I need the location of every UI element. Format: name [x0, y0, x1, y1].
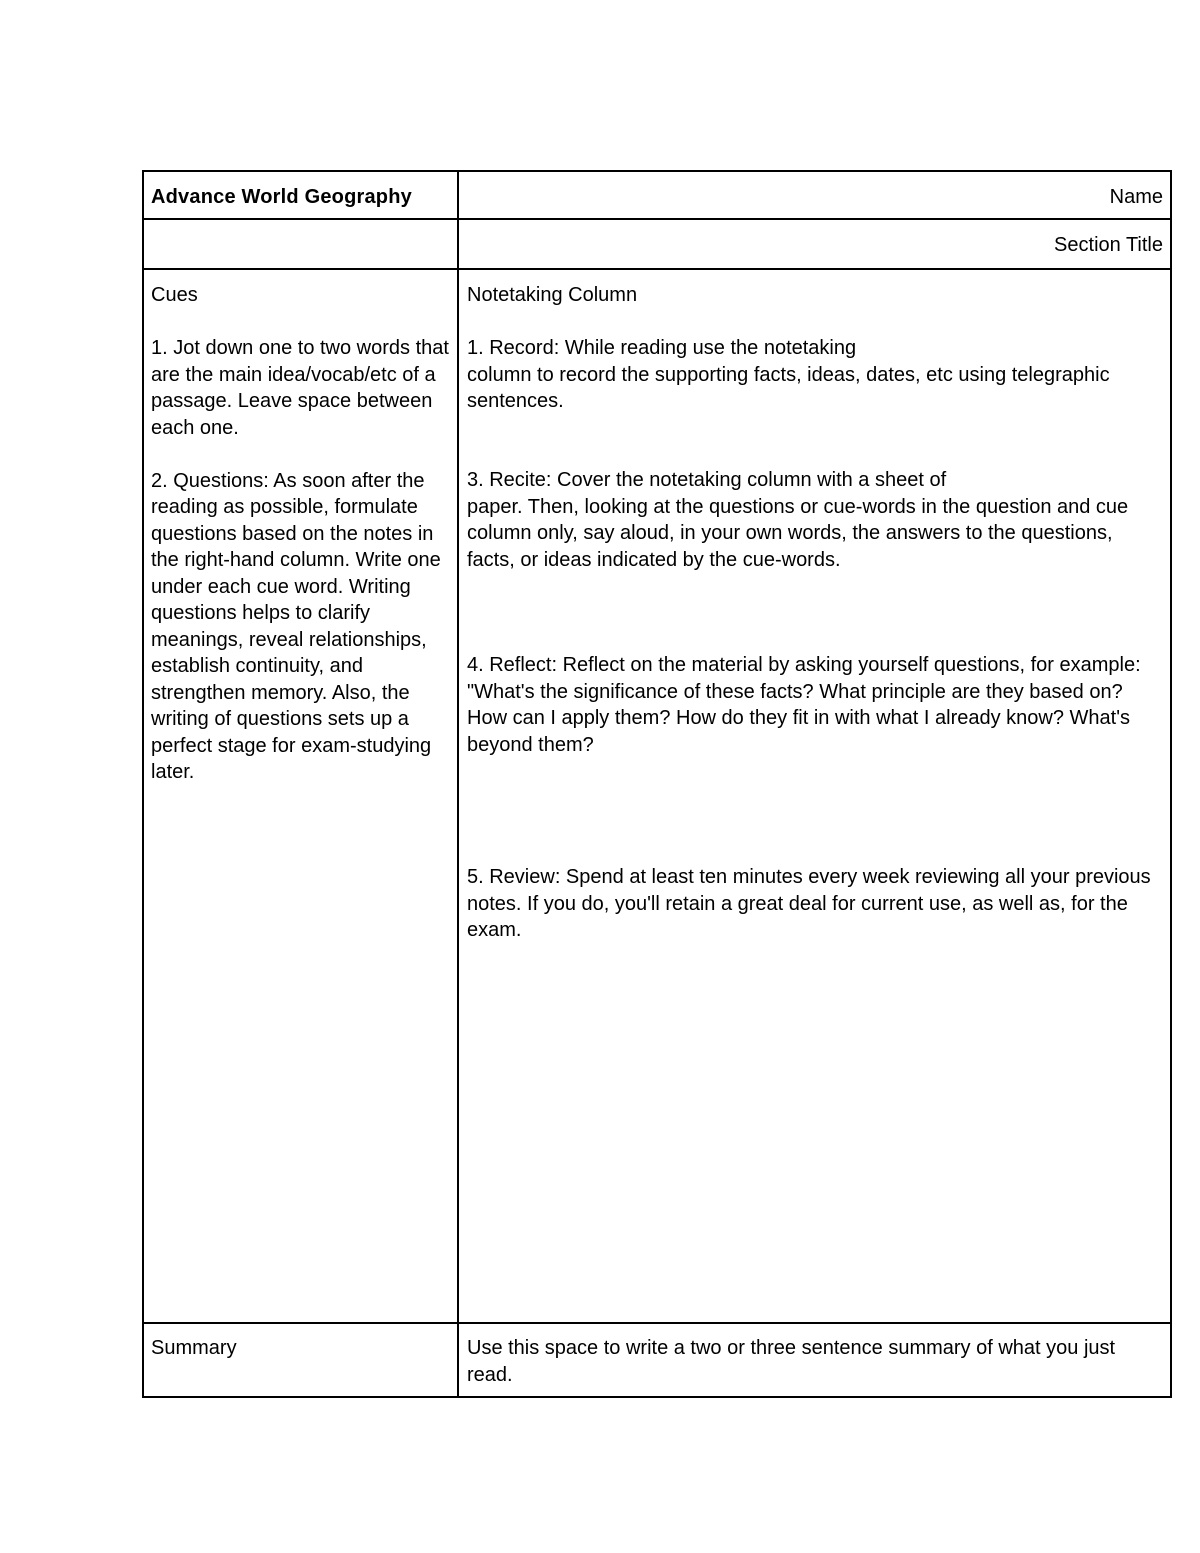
section-title-label: Section Title: [1054, 234, 1163, 256]
column-divider: [457, 172, 459, 1396]
record-line-2: column to record the supporting facts, ideas, dates, etc using telegraphic sentences.: [467, 363, 1110, 412]
row-divider-section: [144, 268, 1170, 270]
cues-column: [151, 282, 449, 786]
recite-instruction: [467, 467, 1163, 573]
summary-label: Summary: [151, 1337, 237, 1359]
row-divider-header: [144, 218, 1170, 220]
record-instruction: [467, 335, 1163, 415]
cues-heading: Cues: [151, 284, 198, 306]
cues-item-2: 2. Questions: As soon after the reading as possible, formulate questions based on the notes in the right-hand column. Write one under each cue word. Writing questions helps to clarify meanings, reveal relationships, establish continuity, and strengthen memory. Also, the writing of questions sets up a perfect stage for exam-studying later.: [151, 469, 441, 783]
notetaking-heading: Notetaking Column: [467, 284, 638, 306]
record-line-1: 1. Record: While reading use the notetaking: [467, 337, 857, 359]
recite-line-2: paper. Then, looking at the questions or cue-words in the question and cue column only, say aloud, in your own words, the answers to the questions, facts, or ideas indicated by the cue-words.: [467, 495, 1129, 571]
name-label: Name: [1109, 186, 1163, 208]
cornell-notes-table: [142, 170, 1172, 1398]
review-instruction: 5. Review: Spend at least ten minutes every week reviewing all your previous notes. If you do, you'll retain a great deal for current use, as well as, for the exam.: [467, 866, 1151, 941]
recite-line-1: 3. Recite: Cover the notetaking column with a sheet of: [467, 469, 947, 491]
row-divider-summary: [144, 1322, 1170, 1324]
cues-item-1: 1. Jot down one to two words that are the main idea/vocab/etc of a passage. Leave space between each one.: [151, 337, 449, 439]
course-title: Advance World Geography: [151, 186, 412, 208]
summary-instruction: Use this space to write a two or three sentence summary of what you just read.: [467, 1337, 1116, 1386]
reflect-instruction: 4. Reflect: Reflect on the material by asking yourself questions, for example: "What's the significance of these facts? What principle are they based on? How can I apply them? How do they fit in with what I already know? What's beyond them?: [467, 654, 1141, 756]
